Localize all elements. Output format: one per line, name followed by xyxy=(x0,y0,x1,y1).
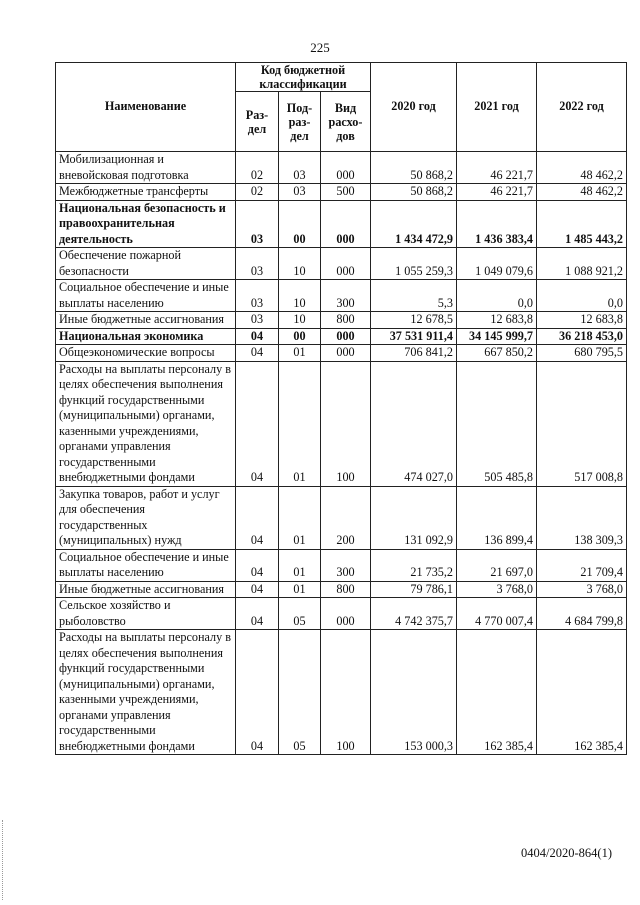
row-expense-type-cell: 100 xyxy=(321,630,371,755)
row-2021-cell: 136 899,4 xyxy=(457,486,537,549)
row-name-cell: Национальная экономика xyxy=(56,328,236,345)
row-2022-cell: 1 088 921,2 xyxy=(537,248,627,280)
row-2021-cell: 505 485,8 xyxy=(457,361,537,486)
row-2020-cell: 21 735,2 xyxy=(371,549,457,581)
header-year-2021: 2021 год xyxy=(457,63,537,152)
row-section-cell: 03 xyxy=(236,280,279,312)
row-name-cell: Социальное обеспечение и иные выплаты населению xyxy=(56,280,236,312)
row-expense-type-cell: 000 xyxy=(321,328,371,345)
row-name-cell: Обеспечение пожарной безопасности xyxy=(56,248,236,280)
row-section-cell: 03 xyxy=(236,248,279,280)
row-subsection-cell: 10 xyxy=(279,280,321,312)
row-section-cell: 03 xyxy=(236,200,279,248)
row-2021-cell: 4 770 007,4 xyxy=(457,598,537,630)
table-header xyxy=(56,63,627,152)
budget-table xyxy=(55,62,627,755)
row-2021-cell: 34 145 999,7 xyxy=(457,328,537,345)
row-2020-cell: 50 868,2 xyxy=(371,152,457,184)
row-name-cell: Иные бюджетные ассигнования xyxy=(56,581,236,598)
row-section-cell: 03 xyxy=(236,312,279,329)
row-section-cell: 02 xyxy=(236,152,279,184)
table-row xyxy=(56,328,627,345)
row-2020-cell: 50 868,2 xyxy=(371,184,457,201)
row-name-cell: Мобилизационная и вневойсковая подготовка xyxy=(56,152,236,184)
header-year-2022: 2022 год xyxy=(537,63,627,152)
row-name-cell: Расходы на выплаты персоналу в целях обеспечения выполнения функций государственными (муниципальными) органами, казенными учреждениями, органами управления государственными внебюджетными фондами xyxy=(56,630,236,755)
row-2022-cell: 48 462,2 xyxy=(537,152,627,184)
row-subsection-cell: 10 xyxy=(279,312,321,329)
row-2020-cell: 153 000,3 xyxy=(371,630,457,755)
table-row xyxy=(56,581,627,598)
row-section-cell: 04 xyxy=(236,581,279,598)
document-code: 0404/2020-864(1) xyxy=(521,846,612,860)
row-2022-cell: 48 462,2 xyxy=(537,184,627,201)
row-2022-cell: 517 008,8 xyxy=(537,361,627,486)
row-2022-cell: 4 684 799,8 xyxy=(537,598,627,630)
row-section-cell: 04 xyxy=(236,361,279,486)
row-2020-cell: 1 055 259,3 xyxy=(371,248,457,280)
row-2021-cell: 1 049 079,6 xyxy=(457,248,537,280)
row-2020-cell: 12 678,5 xyxy=(371,312,457,329)
row-2020-cell: 1 434 472,9 xyxy=(371,200,457,248)
row-name-cell: Межбюджетные трансферты xyxy=(56,184,236,201)
table-row xyxy=(56,486,627,549)
row-2020-cell: 4 742 375,7 xyxy=(371,598,457,630)
table-row xyxy=(56,549,627,581)
row-subsection-cell: 00 xyxy=(279,328,321,345)
row-expense-type-cell: 200 xyxy=(321,486,371,549)
row-section-cell: 04 xyxy=(236,598,279,630)
margin-marks xyxy=(2,820,9,900)
table-row xyxy=(56,152,627,184)
row-2021-cell: 12 683,8 xyxy=(457,312,537,329)
row-section-cell: 02 xyxy=(236,184,279,201)
row-2021-cell: 667 850,2 xyxy=(457,345,537,362)
table-row xyxy=(56,630,627,755)
table-row xyxy=(56,200,627,248)
row-section-cell: 04 xyxy=(236,328,279,345)
row-2020-cell: 37 531 911,4 xyxy=(371,328,457,345)
row-subsection-cell: 03 xyxy=(279,184,321,201)
row-2021-cell: 0,0 xyxy=(457,280,537,312)
row-section-cell: 04 xyxy=(236,549,279,581)
row-name-cell: Национальная безопасность и правоохранительная деятельность xyxy=(56,200,236,248)
table-row xyxy=(56,312,627,329)
row-name-cell: Закупка товаров, работ и услуг для обеспечения государственных (муниципальных) нужд xyxy=(56,486,236,549)
row-expense-type-cell: 000 xyxy=(321,152,371,184)
header-subsection: Под-раз-дел xyxy=(279,92,321,152)
row-subsection-cell: 01 xyxy=(279,345,321,362)
row-subsection-cell: 10 xyxy=(279,248,321,280)
row-2020-cell: 474 027,0 xyxy=(371,361,457,486)
row-subsection-cell: 01 xyxy=(279,581,321,598)
row-2022-cell: 3 768,0 xyxy=(537,581,627,598)
row-name-cell: Социальное обеспечение и иные выплаты населению xyxy=(56,549,236,581)
row-2020-cell: 79 786,1 xyxy=(371,581,457,598)
row-expense-type-cell: 500 xyxy=(321,184,371,201)
row-subsection-cell: 00 xyxy=(279,200,321,248)
row-2022-cell: 680 795,5 xyxy=(537,345,627,362)
row-expense-type-cell: 300 xyxy=(321,280,371,312)
row-subsection-cell: 01 xyxy=(279,549,321,581)
row-2021-cell: 3 768,0 xyxy=(457,581,537,598)
table-row xyxy=(56,184,627,201)
row-2022-cell: 138 309,3 xyxy=(537,486,627,549)
table-row xyxy=(56,248,627,280)
row-2022-cell: 36 218 453,0 xyxy=(537,328,627,345)
row-expense-type-cell: 000 xyxy=(321,200,371,248)
row-2022-cell: 21 709,4 xyxy=(537,549,627,581)
row-section-cell: 04 xyxy=(236,345,279,362)
row-2022-cell: 162 385,4 xyxy=(537,630,627,755)
header-name: Наименование xyxy=(56,63,236,152)
table-row xyxy=(56,280,627,312)
row-expense-type-cell: 000 xyxy=(321,598,371,630)
row-2022-cell: 12 683,8 xyxy=(537,312,627,329)
row-2020-cell: 131 092,9 xyxy=(371,486,457,549)
row-2020-cell: 706 841,2 xyxy=(371,345,457,362)
row-2021-cell: 162 385,4 xyxy=(457,630,537,755)
row-expense-type-cell: 800 xyxy=(321,312,371,329)
header-year-2020: 2020 год xyxy=(371,63,457,152)
row-subsection-cell: 01 xyxy=(279,486,321,549)
row-subsection-cell: 05 xyxy=(279,598,321,630)
row-2022-cell: 0,0 xyxy=(537,280,627,312)
header-expense-type: Вид расхо-дов xyxy=(321,92,371,152)
row-name-cell: Расходы на выплаты персоналу в целях обеспечения выполнения функций государственными (муниципальными) органами, казенными учреждениями, органами управления государственными внебюджетными фондами xyxy=(56,361,236,486)
row-subsection-cell: 05 xyxy=(279,630,321,755)
row-2020-cell: 5,3 xyxy=(371,280,457,312)
row-expense-type-cell: 000 xyxy=(321,345,371,362)
row-section-cell: 04 xyxy=(236,486,279,549)
row-expense-type-cell: 000 xyxy=(321,248,371,280)
row-name-cell: Сельское хозяйство и рыболовство xyxy=(56,598,236,630)
row-expense-type-cell: 100 xyxy=(321,361,371,486)
row-name-cell: Общеэкономические вопросы xyxy=(56,345,236,362)
row-expense-type-cell: 800 xyxy=(321,581,371,598)
row-2021-cell: 21 697,0 xyxy=(457,549,537,581)
table-row xyxy=(56,598,627,630)
row-subsection-cell: 03 xyxy=(279,152,321,184)
row-subsection-cell: 01 xyxy=(279,361,321,486)
page-number: 225 xyxy=(310,40,330,55)
header-code-group: Код бюджетной классификации xyxy=(236,63,371,92)
row-2022-cell: 1 485 443,2 xyxy=(537,200,627,248)
row-expense-type-cell: 300 xyxy=(321,549,371,581)
row-name-cell: Иные бюджетные ассигнования xyxy=(56,312,236,329)
row-2021-cell: 1 436 383,4 xyxy=(457,200,537,248)
row-section-cell: 04 xyxy=(236,630,279,755)
row-2021-cell: 46 221,7 xyxy=(457,152,537,184)
table-row xyxy=(56,345,627,362)
row-2021-cell: 46 221,7 xyxy=(457,184,537,201)
table-row xyxy=(56,361,627,486)
table-body xyxy=(56,152,627,755)
header-section: Раз-дел xyxy=(236,92,279,152)
